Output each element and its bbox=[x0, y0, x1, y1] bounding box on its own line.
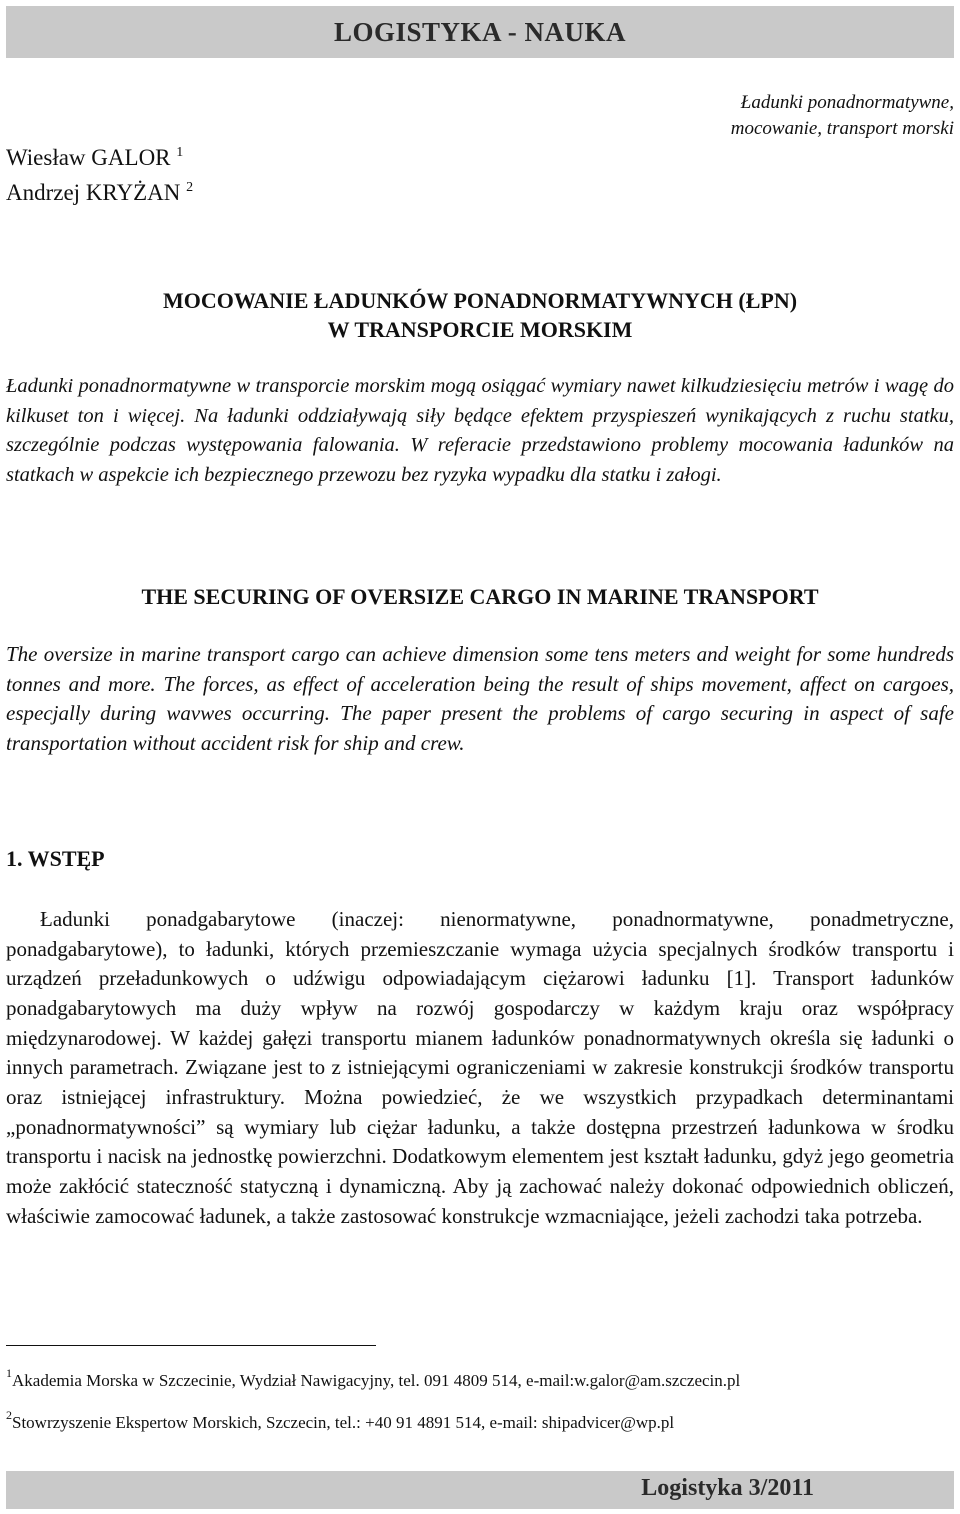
author-footnote-mark: 1 bbox=[176, 145, 184, 160]
footnote-1 bbox=[6, 1356, 740, 1398]
footnote-mark: 1 bbox=[6, 1366, 12, 1380]
journal-footer-bar bbox=[6, 1471, 954, 1509]
footnotes bbox=[6, 1356, 740, 1440]
paper-title-polish-line-1: MOCOWANIE ŁADUNKÓW PONADNORMATYWNYCH (ŁPN) bbox=[162, 288, 798, 313]
author-footnote-mark: 2 bbox=[186, 180, 194, 195]
paper-title-polish-line-2: W TRANSPORCIE MORSKIM bbox=[327, 317, 633, 342]
author-2 bbox=[6, 173, 193, 208]
paper-title-english: THE SECURING OF OVERSIZE CARGO IN MARINE TRANSPORT bbox=[141, 584, 819, 609]
author-1 bbox=[6, 138, 193, 173]
footnote-2 bbox=[6, 1398, 740, 1440]
footnote-divider bbox=[6, 1345, 376, 1346]
section-body-text: Ładunki ponadgabarytowe (inaczej: nienormatywne, ponadnormatywne, ponadmetryczne, ponadgabarytowe), to ładunki, których przemieszczanie wymaga użycia specjalnych środków transportu i urządzeń przeładunkowych o udźwigu odpowiadającym ciężarowi ładunku [1]. Transport ładunków ponadgabarytowych ma duży wpływ na rozwój gospodarczy w każdym kraju oraz współpracy międzynarodowej. W każdej gałęzi transportu mianem ładunków ponadnormatywnych określa się ładunki o innych parametrach. Związane jest to z istniejącymi ograniczeniami w zakresie konstrukcji środków transportu oraz istniejącej infrastruktury. Można powiedzieć, że we wszystkich przypadkach determinantami „ponadnormatywności” są wymiary lub ciężar ładunku, a także dostępna przestrzeń ładunkowa w środku transportu i nacisk na jednostkę powierzchni. Dodatkowym elementem jest kształt ładunku, gdyż jego geometria może zakłócić stateczność statyczną i dynamiczną. Aby ją zachować należy dokonać odpowiednich obliczeń, właściwie zamocować ładunek, a także zastosować konstrukcje wzmacniające, jeżeli zachodzi taka potrzeba. bbox=[6, 907, 954, 1228]
keywords bbox=[731, 90, 954, 142]
author-name: Wiesław GALOR bbox=[6, 145, 171, 170]
keywords-line-2: mocowanie, transport morski bbox=[730, 118, 954, 139]
paper-title-polish bbox=[0, 286, 960, 344]
footnote-text: Stowrzyszenie Ekspertow Morskich, Szczecin, tel.: +40 91 4891 514, e-mail: shipadvicer@wp.pl bbox=[12, 1413, 675, 1432]
journal-section-title: LOGISTYKA - NAUKA bbox=[333, 16, 627, 47]
journal-issue-label: Logistyka 3/2011 bbox=[641, 1475, 814, 1501]
journal-header-bar bbox=[6, 6, 954, 58]
section-heading: 1. WSTĘP bbox=[6, 846, 105, 871]
abstract-english: The oversize in marine transport cargo can achieve dimension some tens meters and weight for some hundreds tonnes and more. The forces, as effect of acceleration being the result of ships movement, affect on cargoes, especjally during wavwes occurring. The paper present the problems of cargo securing in aspect of safe transportation without accident risk for ship and crew. bbox=[6, 642, 954, 755]
abstract-polish: Ładunki ponadnormatywne w transporcie morskim mogą osiągać wymiary nawet kilkudziesięciu metrów i wagę do kilkuset ton i więcej. Na ładunki oddziaływają siły będące efektem przyspieszeń wynikających z ruchu statku, szczególnie podczas występowania falowania. W referacie przedstawiono problemy mocowania ładunków na statkach w aspekcie ich bezpiecznego przewozu bez ryzyka wypadku dla statku i załogi. bbox=[6, 375, 954, 486]
footnote-mark: 2 bbox=[6, 1408, 12, 1422]
author-name: Andrzej KRYŻAN bbox=[6, 180, 181, 205]
keywords-line-1: Ładunki ponadnormatywne, bbox=[740, 92, 954, 113]
authors bbox=[6, 138, 193, 208]
footnote-text: Akademia Morska w Szczecinie, Wydział Nawigacyjny, tel. 091 4809 514, e-mail:w.galor@am.szczecin.pl bbox=[12, 1371, 741, 1390]
